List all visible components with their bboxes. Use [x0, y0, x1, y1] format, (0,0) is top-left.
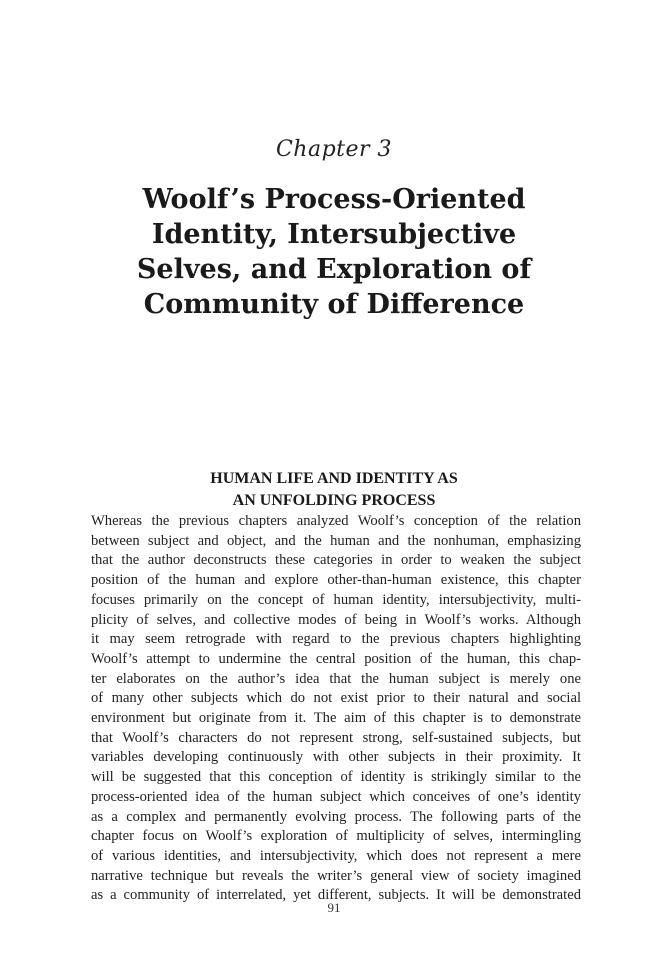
body-line: will be suggested that this conception of identity is strikingly similar to the — [91, 769, 581, 786]
body-paragraph — [91, 512, 581, 906]
body-line: narrative technique but reveals the writer’s general view of society imagined — [91, 867, 581, 884]
chapter-label: Chapter 3 — [275, 137, 393, 162]
body-line: plicity of selves, and collective modes of being in Woolf’s works. Although — [91, 611, 581, 628]
body-line: of many other subjects which do not exist prior to their natural and social — [91, 690, 581, 707]
body-line: position of the human and explore other-than-human existence, this chapter — [91, 572, 581, 589]
section-heading-line: AN UNFOLDING PROCESS — [232, 492, 436, 510]
body-line: between subject and object, and the human and the nonhuman, emphasizing — [91, 532, 581, 549]
body-line: Woolf’s attempt to undermine the central position of the human, this chap- — [91, 650, 581, 667]
section-heading-line: HUMAN LIFE AND IDENTITY AS — [210, 470, 458, 488]
chapter-title-line: Community of Difference — [143, 289, 525, 320]
body-line: that Woolf’s characters do not represent strong, self-sustained subjects, but — [91, 729, 581, 746]
body-line: of various identities, and intersubjectivity, which does not represent a mere — [91, 847, 581, 864]
body-line: as a community of interrelated, yet different, subjects. It will be demonstrated — [91, 887, 581, 904]
body-line: chapter focus on Woolf’s exploration of multiplicity of selves, intermingling — [91, 828, 581, 845]
body-line: that the author deconstructs these categories in order to weaken the subject — [91, 552, 581, 569]
body-line: as a complex and permanently evolving process. The following parts of the — [91, 808, 581, 825]
body-line: environment but originate from it. The aim of this chapter is to demonstrate — [91, 710, 581, 727]
body-line: variables developing continuously with other subjects in their proximity. It — [91, 749, 581, 766]
body-line: Whereas the previous chapters analyzed Woolf’s conception of the relation — [91, 513, 581, 529]
body-line: ter elaborates on the author’s idea that the human subject is merely one — [91, 670, 581, 687]
chapter-title-line: Identity, Intersubjective — [151, 219, 517, 250]
chapter-title-line: Selves, and Exploration of — [136, 254, 532, 285]
chapter-title-line: Woolf’s Process-Oriented — [142, 184, 526, 215]
page-number: 91 — [327, 900, 341, 915]
body-line: focuses primarily on the concept of human identity, intersubjectivity, multi- — [91, 591, 581, 608]
body-line: process-oriented idea of the human subject which conceives of one’s identity — [91, 788, 581, 805]
body-line: it may seem retrograde with regard to the previous chapters highlighting — [91, 631, 581, 648]
section-heading — [0, 468, 650, 512]
chapter-title — [0, 182, 650, 322]
